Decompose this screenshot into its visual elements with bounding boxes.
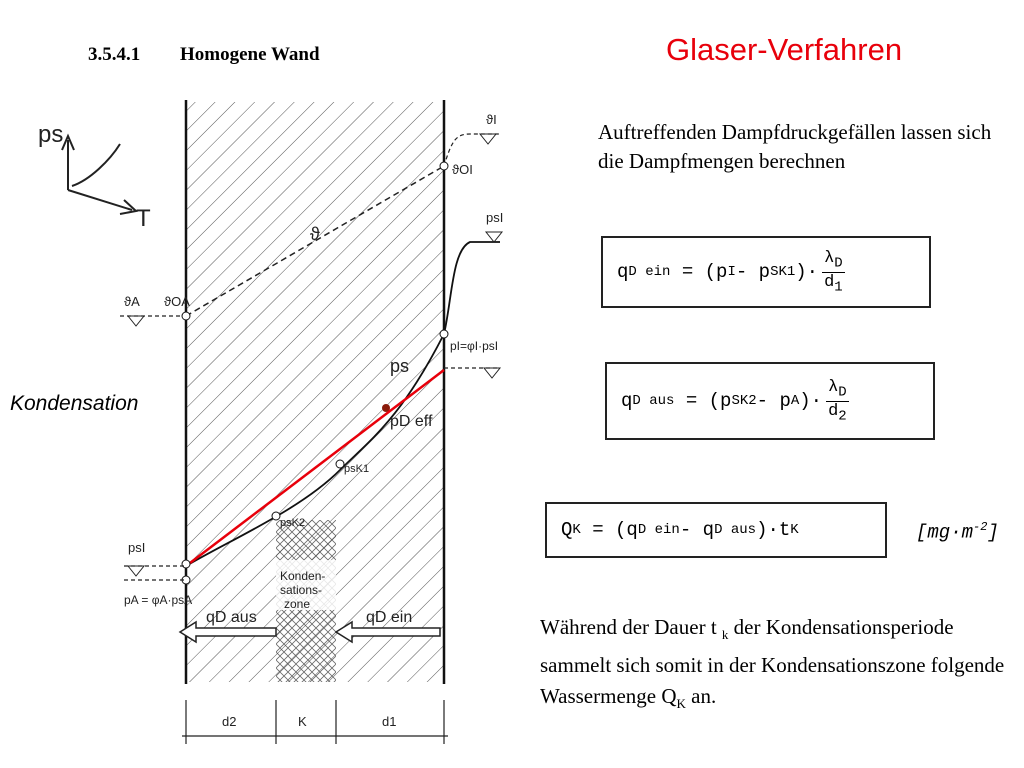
theta-i-label: ϑI xyxy=(486,112,497,127)
axis-sketch xyxy=(62,136,136,214)
p-i-equation-label: pI=φI·psI xyxy=(450,339,499,353)
bottom-text: Während der Dauer t $_k$ der Kondensationsperiode sammelt sich somit in der Kondensationszone folgende Wassermenge $Q_K$ an. xyxy=(540,615,1005,712)
theta-label: ϑ xyxy=(310,224,320,244)
p-s-label: ps xyxy=(390,356,410,376)
p-sk2-label: psK2 xyxy=(280,517,306,529)
p-si-label: psI xyxy=(486,210,504,225)
p-d-eff-label: pD eff xyxy=(390,413,433,430)
p-sk1-label: psK1 xyxy=(344,463,370,475)
k-label: K xyxy=(298,714,307,729)
kondensation-label: Kondensation xyxy=(10,392,139,415)
theta-oa-label: ϑOA xyxy=(164,294,190,309)
axis-ps-label: ps xyxy=(38,121,64,148)
q-ein-label: qD ein xyxy=(366,609,413,626)
section-heading xyxy=(88,44,320,66)
q-aus-label: qD aus xyxy=(206,609,257,626)
slide-title: Glaser-Verfahren xyxy=(666,32,903,67)
section-number: 3.5.4.1 xyxy=(88,44,141,65)
formula-q-d-ein: q D ein = (p I - p SK1 )· $\frac{\lambda_D}{d_1}$ xyxy=(601,236,931,308)
theta-a-label: ϑA xyxy=(124,294,140,309)
axis-t-label: T xyxy=(136,205,151,232)
p-si-left-label: psI xyxy=(128,540,146,555)
formula-q-d-aus: q D aus = (p SK2 - p A )· $\frac{\lambda_D}{d_2}$ xyxy=(605,362,935,440)
unit-label: $[mg\cdot m^{-2}]$ xyxy=(916,520,999,544)
d1-label: d1 xyxy=(382,714,397,729)
intro-text: Auftreffenden Dampfdruckgefällen lassen sich die Dampfmengen berechnen xyxy=(598,120,992,173)
d2-label: d2 xyxy=(222,714,237,729)
formula-q-k: Q K = (q D ein - q D aus )·t K xyxy=(545,502,887,558)
zone-label-2: sations- xyxy=(280,583,323,597)
theta-oi-label: ϑOI xyxy=(452,162,473,177)
zone-label-1: Konden- xyxy=(280,569,326,583)
section-title: Homogene Wand xyxy=(180,44,320,65)
zone-label-3: zone xyxy=(284,597,311,611)
p-a-equation-label: pA = φA·psA xyxy=(124,593,193,607)
